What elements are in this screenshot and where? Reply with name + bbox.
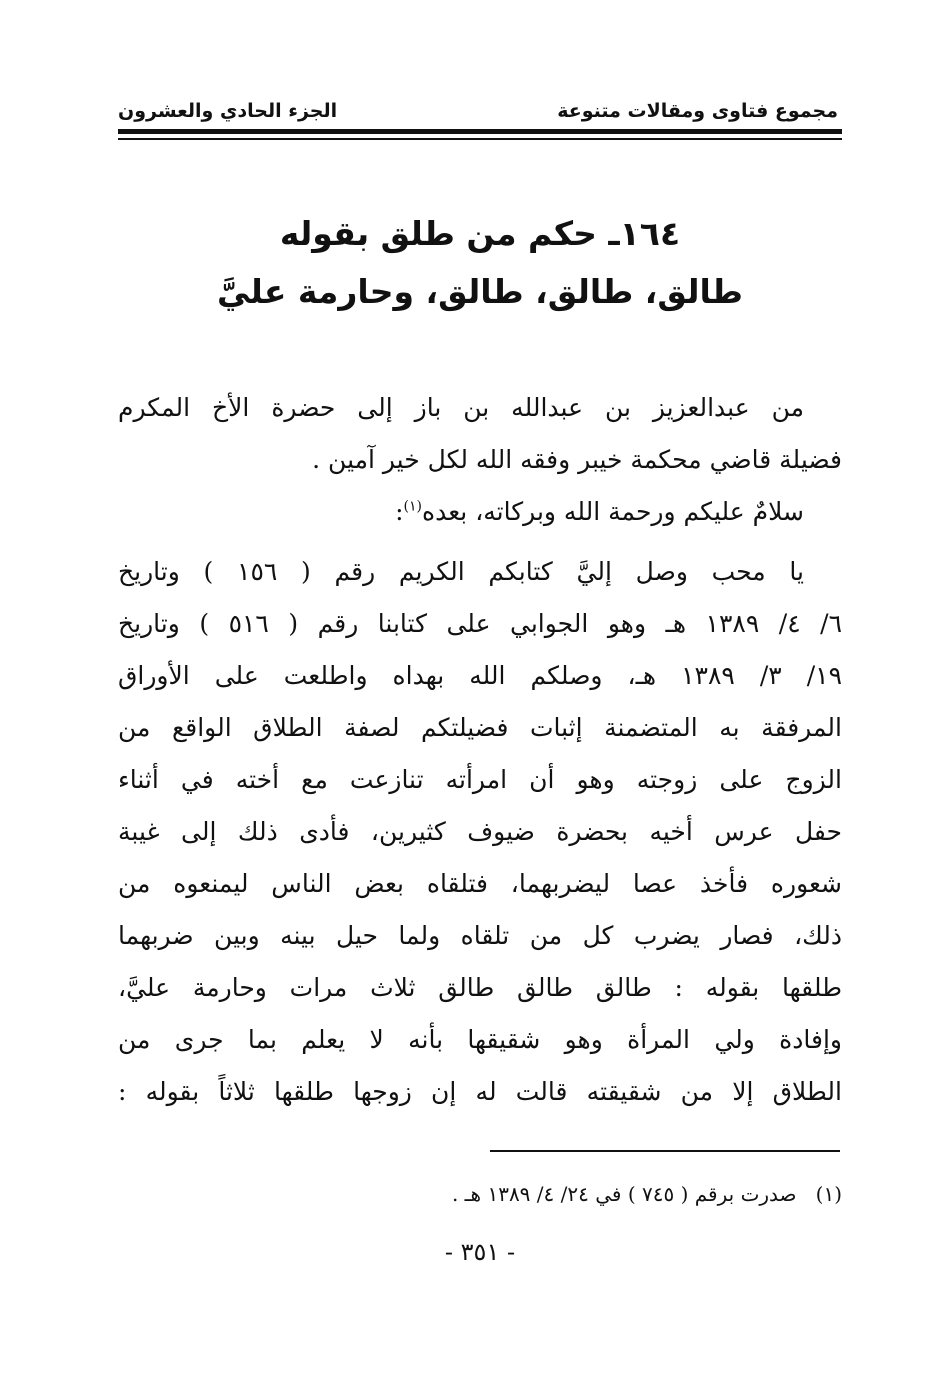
fatwa-title [118, 205, 842, 321]
salam-line [118, 486, 842, 538]
body-line: فضيلة قاضي محكمة خيبر وفقه الله لكل خير آمين . [312, 445, 842, 474]
salam-colon: : [395, 497, 404, 526]
title-line-1: ١٦٤ـ حكم من طلق بقوله [279, 214, 681, 253]
body-line: المرفقة به المتضمنة إثبات فضيلتكم لصفة الطلاق الواقع من [118, 713, 842, 742]
book-title: مجموع فتاوى ومقالات متنوعة [557, 100, 838, 122]
footnote-marker: (١) [403, 498, 423, 515]
body-line: حفل عرس أخيه بحضرة ضيوف كثيرين، فأدى ذلك إلى غيبة [118, 817, 842, 846]
salam-text: سلامٌ عليكم ورحمة الله وبركاته، بعده [422, 497, 804, 526]
volume-label: الجزء الحادي والعشرون [118, 100, 338, 122]
footnote-number: (١) [815, 1182, 842, 1206]
body-text [118, 382, 842, 1118]
footnote-text: صدرت برقم ( ٧٤٥ ) في ٢٤/ ٤/ ١٣٨٩ هـ . [451, 1182, 797, 1206]
header-rule-thick [118, 129, 842, 134]
body-line: الزوج على زوجته وهو أن امرأته تنازعت مع أخته في أثناء [118, 765, 842, 794]
body-line: الطلاق إلا من شقيقته قالت له إن زوجها طلقها ثلاثاً بقوله : [118, 1077, 842, 1106]
running-header [118, 96, 838, 126]
body-line: من عبدالعزيز بن عبدالله بن باز إلى حضرة الأخ المكرم [118, 393, 804, 422]
body-line: ذلك، فصار يضرب كل من تلقاه ولما حيل بينه وبين ضربهما [118, 921, 842, 950]
header-rule-thin [118, 138, 842, 140]
body-line: وإفادة ولي المرأة وهو شقيقها بأنه لا يعلم بما جرى من [118, 1025, 842, 1054]
body-line: طلقها بقوله : طالق طالق طالق ثلاث مرات وحارمة عليَّ، [118, 973, 842, 1002]
body-line: شعوره فأخذ عصا ليضربهما، فتلقاه بعض الناس ليمنعوه من [118, 869, 842, 898]
footnote-rule [490, 1150, 840, 1152]
body-line: ٦/ ٤/ ١٣٨٩ هـ وهو الجوابي على كتابنا رقم ( ٥١٦ ) وتاريخ [118, 609, 843, 638]
title-line-2: طالق، طالق، طالق، وحارمة عليَّ [217, 272, 743, 311]
body-line: ١٩/ ٣/ ١٣٨٩ هـ، وصلكم الله بهداه واطلعت على الأوراق [118, 661, 842, 690]
footnote [118, 1176, 842, 1212]
page-number: - ٣٥١ - [444, 1238, 516, 1266]
body-line: يا محب وصل إليَّ كتابكم الكريم رقم ( ١٥٦ ) وتاريخ [118, 557, 804, 586]
